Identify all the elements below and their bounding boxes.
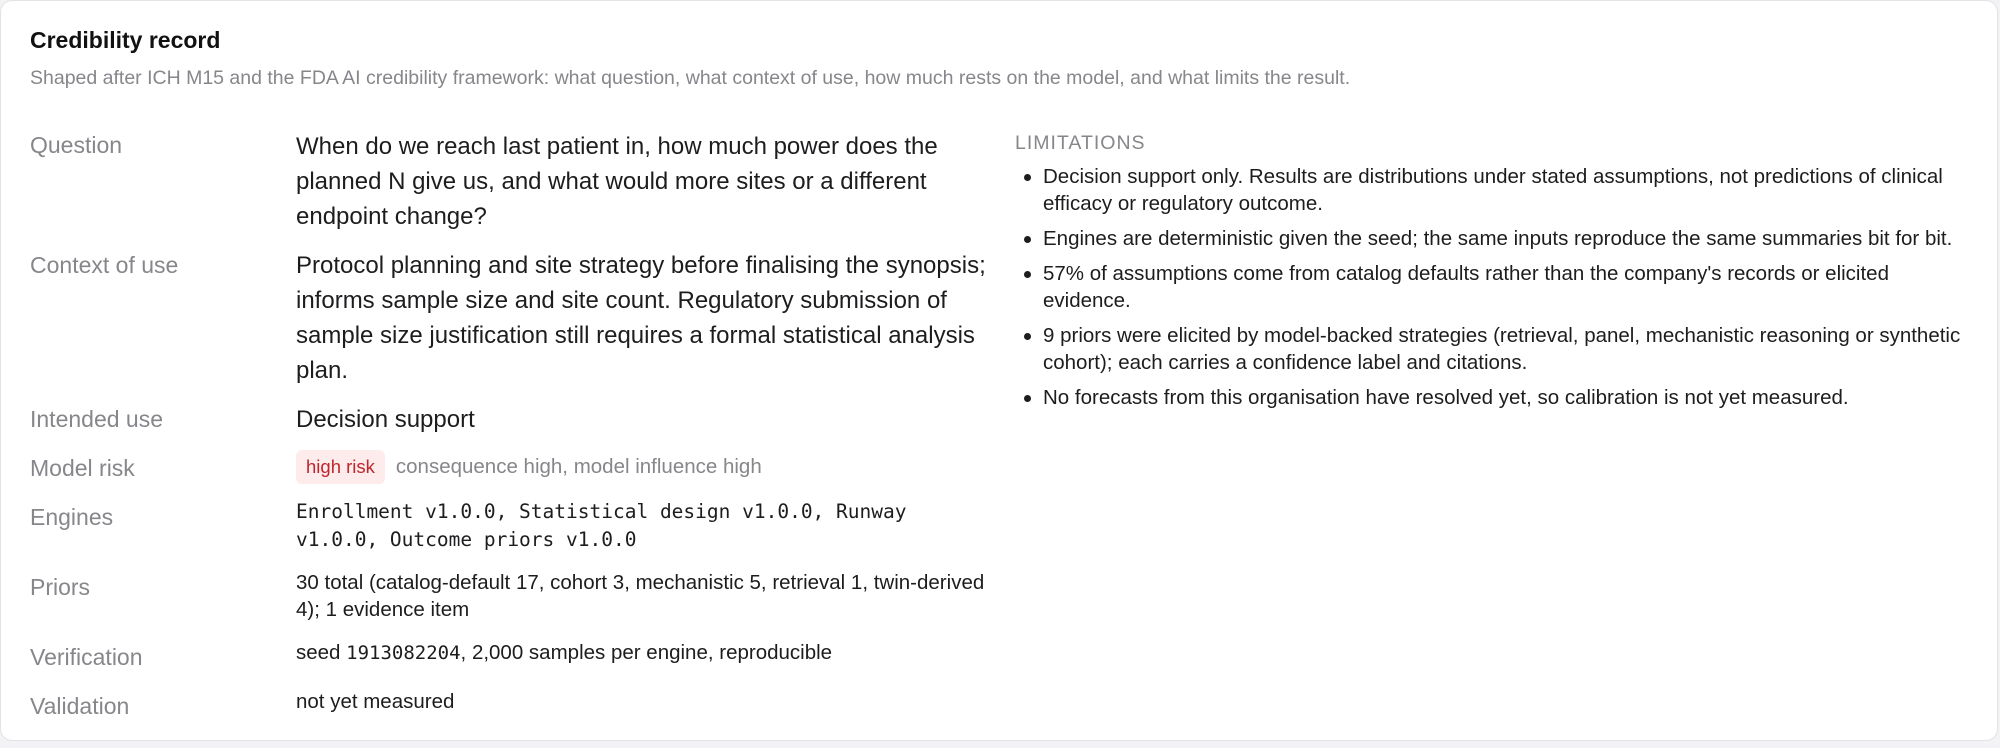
verification-value — [296, 639, 996, 667]
seed-number: 1913082204 — [346, 642, 461, 664]
intended-use-value: Decision support — [296, 406, 475, 433]
limitation-item — [1015, 163, 1973, 217]
context-of-use-value: Protocol planning and site strategy before finalising the synopsis; informs sample size and site count. Regulatory submission of sample size justification still requires a formal statistical analysis plan. — [296, 252, 986, 384]
priors-label: Priors — [30, 574, 91, 600]
model-risk-label: Model risk — [30, 455, 135, 481]
context-of-use-label: Context of use — [30, 252, 179, 278]
limitation-text: Decision support only. Results are distributions under stated assumptions, not predictions of clinical efficacy or regulatory outcome. — [1043, 165, 1943, 215]
bullet-icon — [1024, 395, 1031, 402]
limitation-text: No forecasts from this organisation have resolved yet, so calibration is not yet measured. — [1043, 386, 1849, 409]
verification-suffix: , 2,000 samples per engine, reproducible — [460, 641, 833, 664]
model-risk-row — [296, 450, 762, 484]
verification-label: Verification — [30, 644, 143, 670]
engines-value: Enrollment v1.0.0, Statistical design v1.0.0, Runway v1.0.0, Outcome priors v1.0.0 — [296, 500, 907, 551]
bullet-icon — [1024, 333, 1031, 340]
validation-label: Validation — [30, 693, 130, 719]
seed-prefix: seed — [296, 641, 347, 664]
question-value: When do we reach last patient in, how much power does the planned N give us, and what would more sites or a different endpoint change? — [296, 133, 938, 230]
limitations-list — [1015, 163, 1973, 419]
bullet-icon — [1024, 271, 1031, 278]
bullet-icon — [1024, 236, 1031, 243]
card-title: Credibility record — [30, 27, 221, 53]
risk-detail-note: consequence high, model influence high — [395, 455, 762, 478]
intended-use-label: Intended use — [30, 406, 164, 432]
bullet-icon — [1024, 174, 1031, 181]
validation-value: not yet measured — [296, 690, 455, 713]
priors-value: 30 total (catalog-default 17, cohort 3, mechanistic 5, retrieval 1, twin-derived 4); 1 evidence item — [296, 571, 985, 621]
question-label: Question — [30, 132, 123, 158]
limitations-heading: LIMITATIONS — [1015, 132, 1146, 154]
limitation-item — [1015, 225, 1973, 252]
risk-level-badge: high risk — [296, 450, 385, 484]
limitation-item — [1015, 322, 1973, 376]
limitation-text: 9 priors were elicited by model-backed strategies (retrieval, panel, mechanistic reasoning or synthetic cohort); each carries a confidence label and citations. — [1043, 324, 1961, 374]
limitation-item — [1015, 260, 1973, 314]
card-subtitle: Shaped after ICH M15 and the FDA AI credibility framework: what question, what context of use, how much rests on the model, and what limits the result. — [30, 67, 1351, 89]
limitation-item — [1015, 384, 1973, 411]
limitation-text: 57% of assumptions come from catalog defaults rather than the company's records or elicited evidence. — [1043, 262, 1889, 312]
limitation-text: Engines are deterministic given the seed; the same inputs reproduce the same summaries bit for bit. — [1043, 227, 1953, 250]
engines-label: Engines — [30, 504, 114, 530]
